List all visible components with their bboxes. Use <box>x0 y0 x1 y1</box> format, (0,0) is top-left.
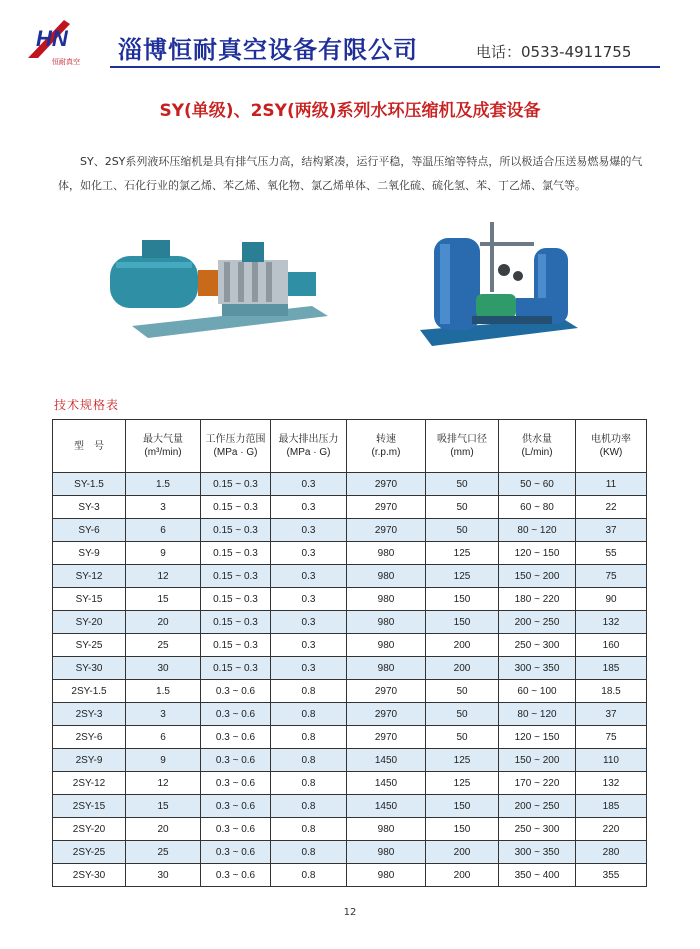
table-row <box>53 841 647 864</box>
cell-port-diameter: 200 <box>426 864 499 887</box>
cell-model: SY-9 <box>53 542 126 565</box>
cell-max-discharge-pressure: 0.8 <box>271 726 347 749</box>
cell-port-diameter: 125 <box>426 772 499 795</box>
table-row <box>53 772 647 795</box>
cell-working-pressure: 0.3 ~ 0.6 <box>201 703 271 726</box>
cell-motor-power: 22 <box>576 496 647 519</box>
cell-max-discharge-pressure: 0.3 <box>271 611 347 634</box>
cell-working-pressure: 0.15 ~ 0.3 <box>201 519 271 542</box>
cell-working-pressure: 0.3 ~ 0.6 <box>201 726 271 749</box>
logo-text: HN <box>36 26 68 51</box>
cell-motor-power: 220 <box>576 818 647 841</box>
cell-port-diameter: 150 <box>426 795 499 818</box>
cell-model: 2SY-25 <box>53 841 126 864</box>
cell-model: SY-1.5 <box>53 473 126 496</box>
cell-speed: 980 <box>347 588 426 611</box>
cell-working-pressure: 0.3 ~ 0.6 <box>201 680 271 703</box>
cell-water-supply: 300 ~ 350 <box>499 841 576 864</box>
cell-water-supply: 120 ~ 150 <box>499 542 576 565</box>
table-header-row <box>53 420 647 473</box>
cell-max-discharge-pressure: 0.3 <box>271 634 347 657</box>
cell-speed: 1450 <box>347 772 426 795</box>
cell-max-discharge-pressure: 0.3 <box>271 588 347 611</box>
cell-port-diameter: 50 <box>426 496 499 519</box>
company-name: 淄博恒耐真空设备有限公司 <box>118 36 418 64</box>
table-row <box>53 818 647 841</box>
compressor-unit-photo <box>412 212 584 360</box>
cell-working-pressure: 0.3 ~ 0.6 <box>201 749 271 772</box>
cell-port-diameter: 50 <box>426 680 499 703</box>
logo-subtitle: 恒耐真空 <box>52 58 80 66</box>
table-row <box>53 795 647 818</box>
cell-working-pressure: 0.15 ~ 0.3 <box>201 657 271 680</box>
cell-speed: 2970 <box>347 726 426 749</box>
cell-model: SY-25 <box>53 634 126 657</box>
cell-max-discharge-pressure: 0.8 <box>271 749 347 772</box>
spec-table-body <box>53 473 647 887</box>
cell-motor-power: 18.5 <box>576 680 647 703</box>
cell-max-flow: 6 <box>126 519 201 542</box>
cell-max-discharge-pressure: 0.8 <box>271 864 347 887</box>
cell-max-discharge-pressure: 0.8 <box>271 680 347 703</box>
page-number: 12 <box>343 907 357 918</box>
cell-speed: 2970 <box>347 703 426 726</box>
cell-model: SY-6 <box>53 519 126 542</box>
cell-motor-power: 37 <box>576 703 647 726</box>
cell-speed: 980 <box>347 657 426 680</box>
table-row <box>53 657 647 680</box>
cell-speed: 2970 <box>347 473 426 496</box>
cell-model: 2SY-9 <box>53 749 126 772</box>
cell-max-flow: 12 <box>126 565 201 588</box>
table-row <box>53 542 647 565</box>
cell-model: 2SY-6 <box>53 726 126 749</box>
header-port-diameter: 吸排气口径 (mm) <box>426 420 499 473</box>
table-row <box>53 864 647 887</box>
cell-motor-power: 185 <box>576 795 647 818</box>
header-max-flow: 最大气量 (m³/min) <box>126 420 201 473</box>
cell-motor-power: 160 <box>576 634 647 657</box>
cell-water-supply: 300 ~ 350 <box>499 657 576 680</box>
cell-max-flow: 25 <box>126 841 201 864</box>
cell-port-diameter: 125 <box>426 749 499 772</box>
cell-max-flow: 25 <box>126 634 201 657</box>
table-row <box>53 611 647 634</box>
cell-max-flow: 30 <box>126 864 201 887</box>
cell-working-pressure: 0.3 ~ 0.6 <box>201 772 271 795</box>
cell-model: 2SY-30 <box>53 864 126 887</box>
header-speed: 转速 (r.p.m) <box>347 420 426 473</box>
cell-max-discharge-pressure: 0.3 <box>271 473 347 496</box>
cell-water-supply: 250 ~ 300 <box>499 634 576 657</box>
cell-water-supply: 180 ~ 220 <box>499 588 576 611</box>
cell-motor-power: 110 <box>576 749 647 772</box>
company-logo <box>24 14 124 70</box>
cell-port-diameter: 125 <box>426 542 499 565</box>
cell-motor-power: 90 <box>576 588 647 611</box>
cell-model: 2SY-1.5 <box>53 680 126 703</box>
cell-port-diameter: 150 <box>426 611 499 634</box>
table-row <box>53 565 647 588</box>
cell-motor-power: 11 <box>576 473 647 496</box>
cell-water-supply: 170 ~ 220 <box>499 772 576 795</box>
cell-motor-power: 280 <box>576 841 647 864</box>
cell-max-flow: 3 <box>126 496 201 519</box>
cell-working-pressure: 0.15 ~ 0.3 <box>201 542 271 565</box>
header-motor-power: 电机功率 (KW) <box>576 420 647 473</box>
cell-max-discharge-pressure: 0.8 <box>271 841 347 864</box>
cell-model: SY-3 <box>53 496 126 519</box>
cell-water-supply: 150 ~ 200 <box>499 749 576 772</box>
cell-working-pressure: 0.3 ~ 0.6 <box>201 841 271 864</box>
cell-port-diameter: 200 <box>426 634 499 657</box>
cell-model: SY-12 <box>53 565 126 588</box>
table-row <box>53 496 647 519</box>
cell-model: SY-30 <box>53 657 126 680</box>
cell-model: 2SY-12 <box>53 772 126 795</box>
cell-max-discharge-pressure: 0.3 <box>271 657 347 680</box>
cell-max-discharge-pressure: 0.8 <box>271 818 347 841</box>
table-row <box>53 588 647 611</box>
page-title: SY(单级)、2SY(两级)系列水环压缩机及成套设备 <box>159 101 541 121</box>
cell-max-discharge-pressure: 0.3 <box>271 519 347 542</box>
cell-working-pressure: 0.15 ~ 0.3 <box>201 634 271 657</box>
cell-max-flow: 9 <box>126 749 201 772</box>
cell-port-diameter: 50 <box>426 726 499 749</box>
header-working-pressure: 工作压力范围 (MPa · G) <box>201 420 271 473</box>
table-row <box>53 519 647 542</box>
header-max-discharge-pressure: 最大排出压力 (MPa · G) <box>271 420 347 473</box>
cell-speed: 2970 <box>347 680 426 703</box>
spec-table <box>52 419 647 887</box>
cell-max-flow: 15 <box>126 588 201 611</box>
cell-working-pressure: 0.3 ~ 0.6 <box>201 864 271 887</box>
header-water-supply: 供水量 (L/min) <box>499 420 576 473</box>
cell-water-supply: 200 ~ 250 <box>499 795 576 818</box>
cell-max-discharge-pressure: 0.8 <box>271 795 347 818</box>
cell-speed: 980 <box>347 611 426 634</box>
cell-max-flow: 9 <box>126 542 201 565</box>
cell-motor-power: 185 <box>576 657 647 680</box>
table-row <box>53 634 647 657</box>
cell-motor-power: 75 <box>576 565 647 588</box>
cell-port-diameter: 200 <box>426 657 499 680</box>
cell-water-supply: 350 ~ 400 <box>499 864 576 887</box>
spec-table-label: 技术规格表 <box>54 398 120 412</box>
table-row <box>53 703 647 726</box>
cell-motor-power: 75 <box>576 726 647 749</box>
cell-max-flow: 30 <box>126 657 201 680</box>
cell-water-supply: 60 ~ 100 <box>499 680 576 703</box>
cell-speed: 980 <box>347 864 426 887</box>
cell-motor-power: 355 <box>576 864 647 887</box>
cell-model: SY-20 <box>53 611 126 634</box>
table-row <box>53 680 647 703</box>
cell-working-pressure: 0.15 ~ 0.3 <box>201 588 271 611</box>
cell-speed: 980 <box>347 565 426 588</box>
compressor-photo <box>102 222 334 340</box>
intro-paragraph: SY、2SY系列液环压缩机是具有排气压力高，结构紧凑，运行平稳，等温压缩等特点，所以极适合压送易燃易爆的气体，如化工、石化行业的氯乙烯、苯乙烯、氧化物、氯乙烯单体、二氧化硫、硫化氢、苯、丁乙烯、氯气等。 <box>58 155 643 192</box>
cell-model: 2SY-20 <box>53 818 126 841</box>
cell-model: 2SY-15 <box>53 795 126 818</box>
cell-water-supply: 80 ~ 120 <box>499 519 576 542</box>
cell-working-pressure: 0.3 ~ 0.6 <box>201 795 271 818</box>
cell-max-flow: 12 <box>126 772 201 795</box>
cell-motor-power: 37 <box>576 519 647 542</box>
cell-water-supply: 200 ~ 250 <box>499 611 576 634</box>
cell-max-flow: 20 <box>126 611 201 634</box>
cell-model: 2SY-3 <box>53 703 126 726</box>
table-row <box>53 726 647 749</box>
cell-water-supply: 120 ~ 150 <box>499 726 576 749</box>
cell-motor-power: 55 <box>576 542 647 565</box>
cell-max-flow: 1.5 <box>126 473 201 496</box>
cell-max-flow: 1.5 <box>126 680 201 703</box>
phone-number: 电话：0533-4911755 <box>476 43 632 61</box>
cell-speed: 980 <box>347 542 426 565</box>
cell-max-discharge-pressure: 0.3 <box>271 565 347 588</box>
cell-working-pressure: 0.15 ~ 0.3 <box>201 565 271 588</box>
cell-speed: 980 <box>347 841 426 864</box>
cell-speed: 1450 <box>347 749 426 772</box>
cell-motor-power: 132 <box>576 611 647 634</box>
cell-speed: 1450 <box>347 795 426 818</box>
cell-working-pressure: 0.3 ~ 0.6 <box>201 818 271 841</box>
cell-water-supply: 80 ~ 120 <box>499 703 576 726</box>
cell-speed: 2970 <box>347 496 426 519</box>
table-row <box>53 473 647 496</box>
cell-speed: 980 <box>347 818 426 841</box>
cell-water-supply: 60 ~ 80 <box>499 496 576 519</box>
page-header <box>0 0 700 80</box>
cell-working-pressure: 0.15 ~ 0.3 <box>201 611 271 634</box>
cell-max-discharge-pressure: 0.3 <box>271 542 347 565</box>
cell-max-discharge-pressure: 0.8 <box>271 703 347 726</box>
cell-speed: 980 <box>347 634 426 657</box>
cell-motor-power: 132 <box>576 772 647 795</box>
cell-water-supply: 250 ~ 300 <box>499 818 576 841</box>
cell-port-diameter: 150 <box>426 818 499 841</box>
cell-max-discharge-pressure: 0.8 <box>271 772 347 795</box>
cell-port-diameter: 50 <box>426 473 499 496</box>
cell-port-diameter: 125 <box>426 565 499 588</box>
cell-max-discharge-pressure: 0.3 <box>271 496 347 519</box>
cell-port-diameter: 50 <box>426 519 499 542</box>
cell-port-diameter: 150 <box>426 588 499 611</box>
cell-water-supply: 50 ~ 60 <box>499 473 576 496</box>
cell-port-diameter: 200 <box>426 841 499 864</box>
table-row <box>53 749 647 772</box>
cell-max-flow: 15 <box>126 795 201 818</box>
cell-max-flow: 6 <box>126 726 201 749</box>
cell-model: SY-15 <box>53 588 126 611</box>
cell-port-diameter: 50 <box>426 703 499 726</box>
header-divider <box>110 66 660 68</box>
cell-working-pressure: 0.15 ~ 0.3 <box>201 496 271 519</box>
cell-speed: 2970 <box>347 519 426 542</box>
cell-working-pressure: 0.15 ~ 0.3 <box>201 473 271 496</box>
cell-max-flow: 3 <box>126 703 201 726</box>
cell-water-supply: 150 ~ 200 <box>499 565 576 588</box>
cell-max-flow: 20 <box>126 818 201 841</box>
header-model: 型 号 <box>53 420 126 473</box>
